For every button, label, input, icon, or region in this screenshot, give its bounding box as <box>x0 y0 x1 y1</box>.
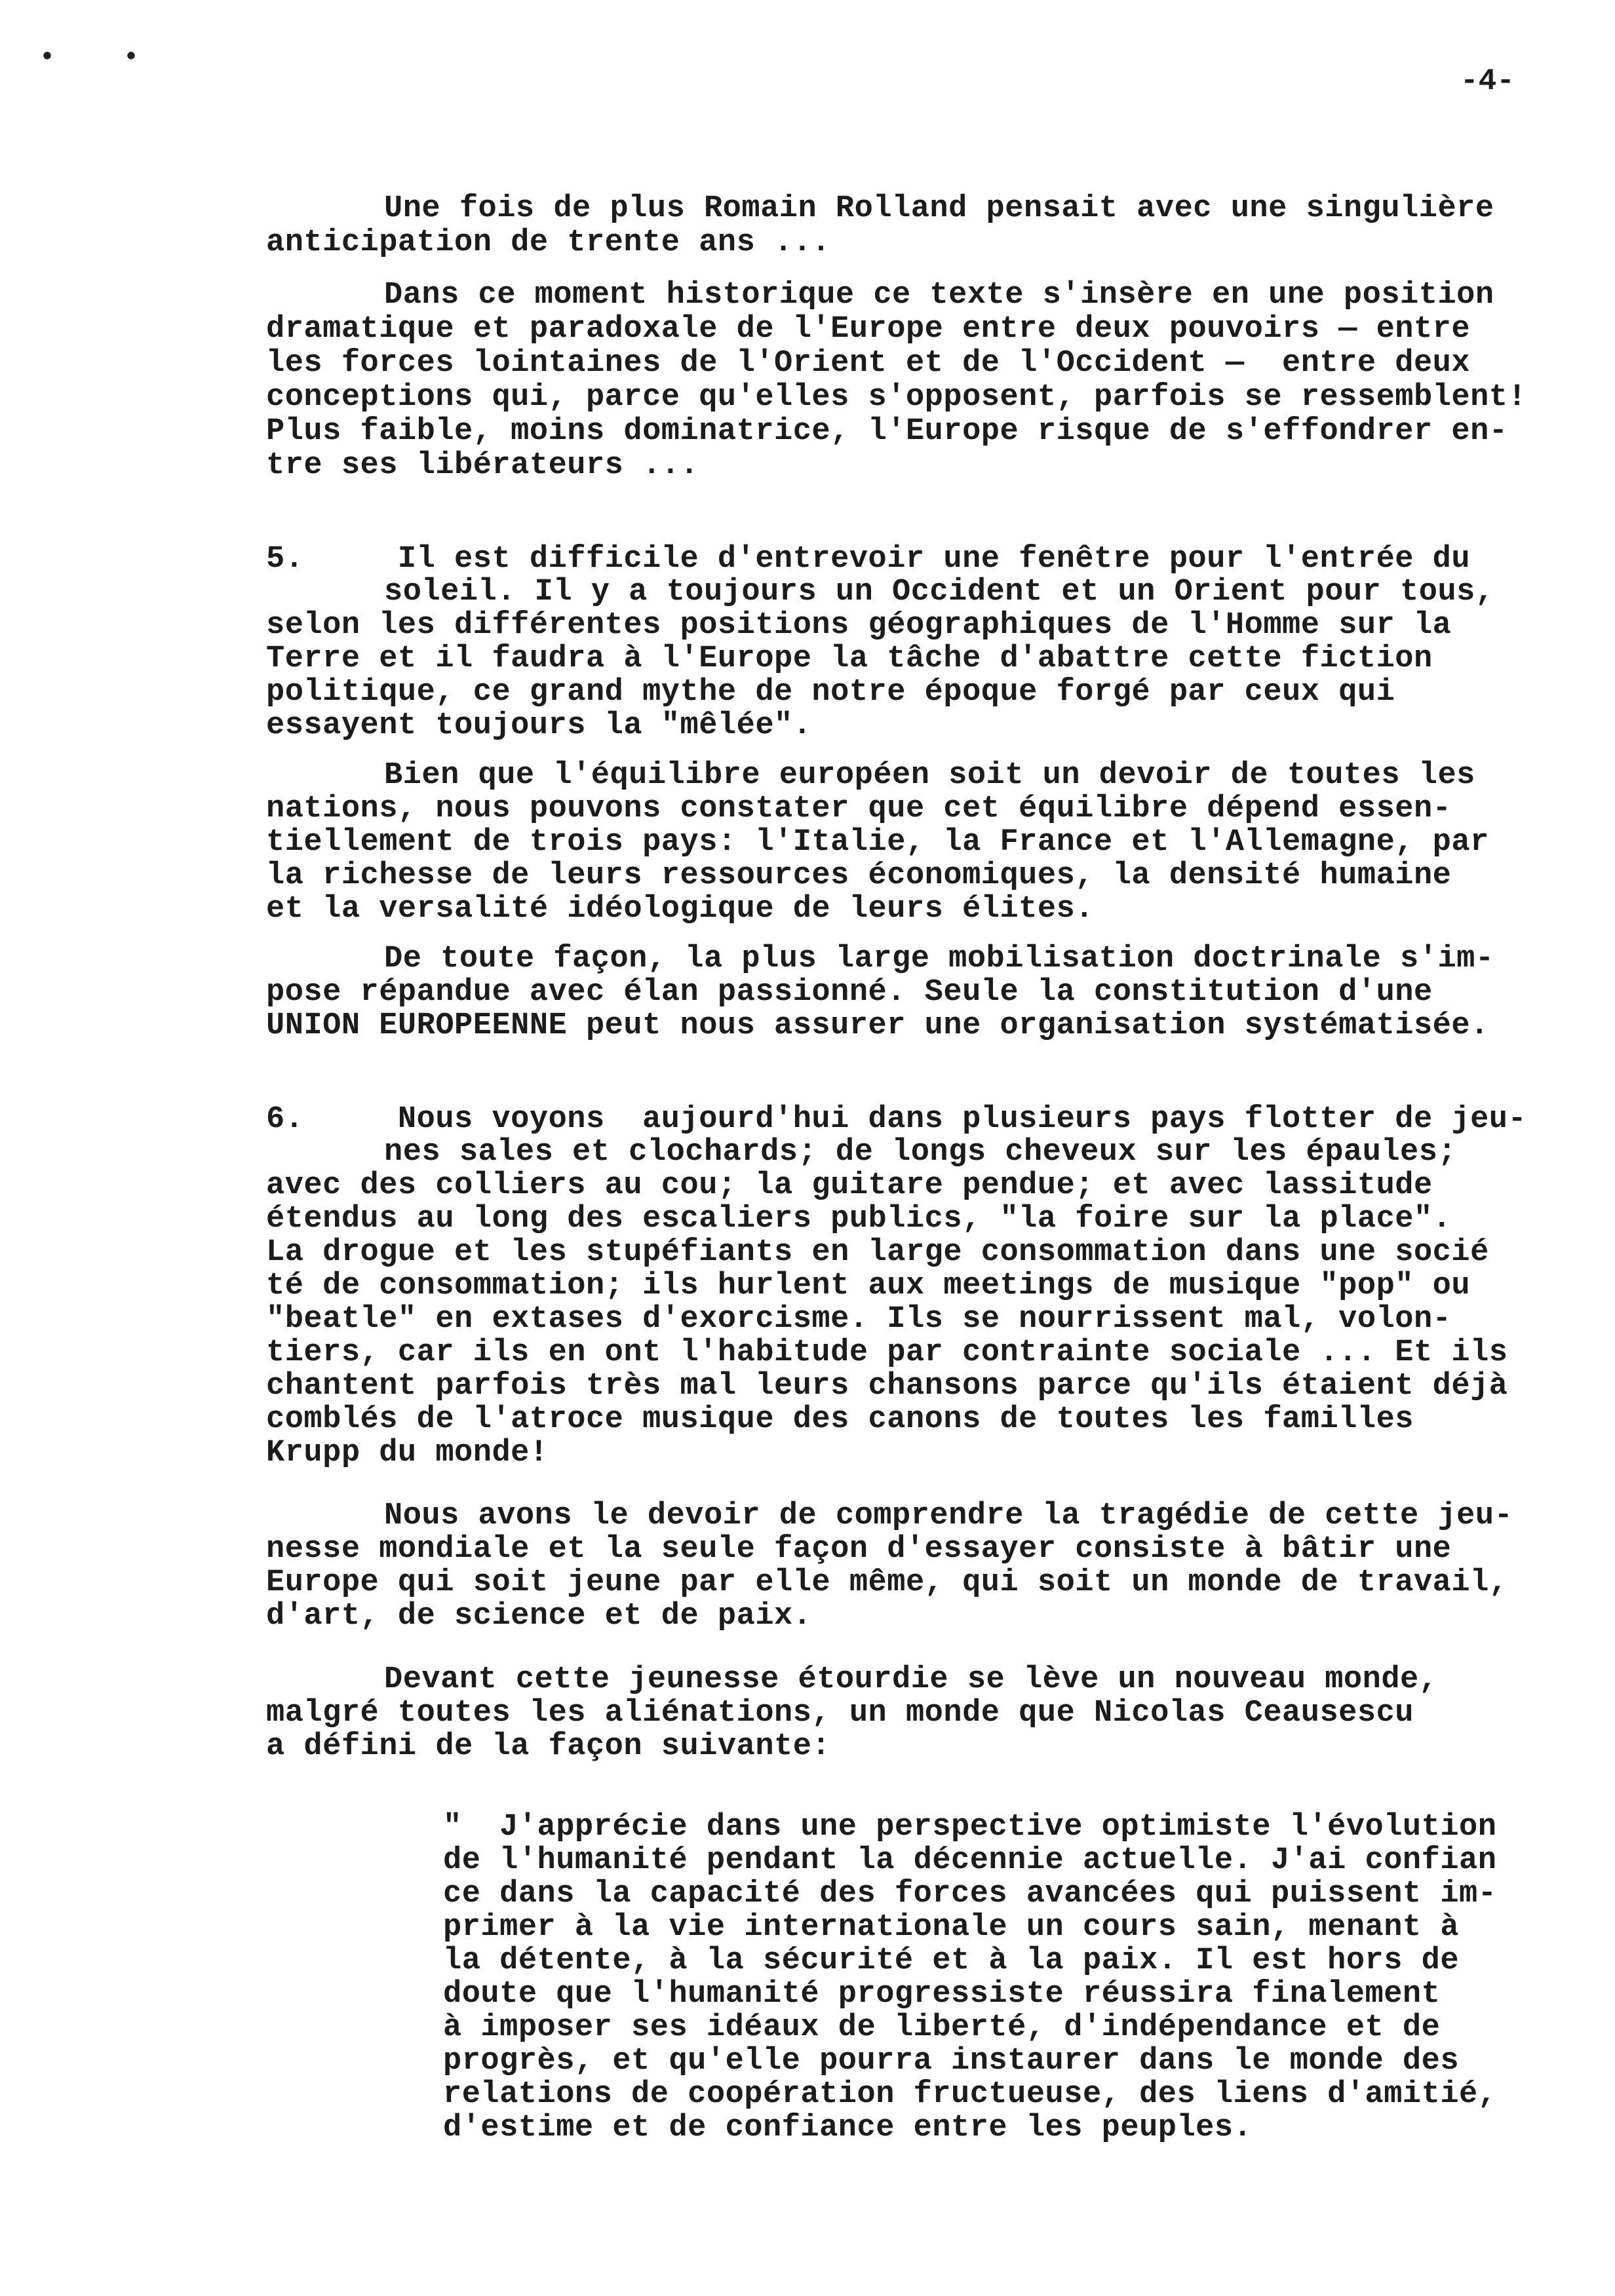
page-specks: • • <box>39 43 166 73</box>
text-line: et la versalité idéologique de leurs élites. <box>266 892 1095 927</box>
text-line: Une fois de plus Romain Rolland pensait avec une singulière <box>384 191 1494 226</box>
page-number: -4- <box>1460 64 1515 98</box>
text-line: Nous avons le devoir de comprendre la tragédie de cette jeu- <box>384 1499 1513 1533</box>
text-line: étendus au long des escaliers publics, "la foire sur la place". <box>266 1202 1452 1236</box>
text-line: de l'humanité pendant la décennie actuelle. J'ai confian <box>443 1843 1497 1878</box>
text-line: anticipation de trente ans ... <box>266 225 831 260</box>
text-line: Krupp du monde! <box>266 1436 549 1470</box>
text-line: soleil. Il y a toujours un Occident et un Orient pour tous, <box>384 575 1494 609</box>
text-line: Europe qui soit jeune par elle même, qui soit un monde de travail, <box>266 1565 1508 1600</box>
text-line: " J'apprécie dans une perspective optimiste l'évolution <box>443 1810 1497 1845</box>
text-line: nations, nous pouvons constater que cet équilibre dépend essen- <box>266 792 1452 826</box>
text-line: comblés de l'atroce musique des canons de toutes les familles <box>266 1402 1414 1437</box>
text-line: pose répandue avec élan passionné. Seule la constitution d'une <box>266 975 1433 1010</box>
text-line: 6. Nous voyons aujourd'hui dans plusieurs pays flotter de jeu- <box>266 1102 1527 1137</box>
text-line: nesse mondiale et la seule façon d'essayer consiste à bâtir une <box>266 1532 1452 1567</box>
text-line: tiellement de trois pays: l'Italie, la France et l'Allemagne, par <box>266 825 1489 860</box>
text-line: nes sales et clochards; de longs cheveux sur les épaules; <box>384 1135 1457 1170</box>
text-line: Terre et il faudra à l'Europe la tâche d'abattre cette fiction <box>266 641 1433 676</box>
text-line: la détente, à la sécurité et à la paix. Il est hors de <box>443 1943 1460 1978</box>
text-line: d'estime et de confiance entre les peuples. <box>443 2111 1253 2145</box>
text-line: conceptions qui, parce qu'elles s'opposent, parfois se ressemblent! <box>266 380 1527 415</box>
text-line: dramatique et paradoxale de l'Europe entre deux pouvoirs — entre <box>266 312 1471 347</box>
text-line: Devant cette jeunesse étourdie se lève un nouveau monde, <box>384 1662 1438 1697</box>
text-line: politique, ce grand mythe de notre époque forgé par ceux qui <box>266 675 1395 710</box>
text-line: selon les différentes positions géographiques de l'Homme sur la <box>266 608 1452 643</box>
text-line: essayent toujours la "mêlée". <box>266 708 812 743</box>
text-line: progrès, et qu'elle pourra instaurer dans le monde des <box>443 2044 1460 2078</box>
text-line: De toute façon, la plus large mobilisation doctrinale s'im- <box>384 942 1494 976</box>
text-line: 5. Il est difficile d'entrevoir une fenêtre pour l'entrée du <box>266 542 1471 577</box>
text-line: à imposer ses idéaux de liberté, d'indépendance et de <box>443 2010 1441 2045</box>
text-line: a défini de la façon suivante: <box>266 1729 831 1764</box>
text-line: Bien que l'équilibre européen soit un devoir de toutes les <box>384 758 1475 793</box>
text-line: UNION EUROPEENNE peut nous assurer une organisation systématisée. <box>266 1008 1489 1043</box>
text-line: les forces lointaines de l'Orient et de l'Occident — entre deux <box>266 346 1471 381</box>
text-line: chantent parfois très mal leurs chansons parce qu'ils étaient déjà <box>266 1369 1508 1404</box>
text-line: La drogue et les stupéfiants en large consommation dans une socié <box>266 1235 1489 1270</box>
text-line: tre ses libérateurs ... <box>266 448 699 483</box>
text-line: té de consommation; ils hurlent aux meetings de musique "pop" ou <box>266 1269 1471 1303</box>
text-line: avec des colliers au cou; la guitare pendue; et avec lassitude <box>266 1168 1433 1203</box>
text-line: malgré toutes les aliénations, un monde que Nicolas Ceausescu <box>266 1696 1414 1731</box>
text-line: primer à la vie internationale un cours sain, menant à <box>443 1910 1460 1945</box>
text-line: tiers, car ils en ont l'habitude par contrainte sociale ... Et ils <box>266 1335 1508 1370</box>
text-line: Plus faible, moins dominatrice, l'Europe risque de s'effondrer en- <box>266 414 1508 449</box>
text-line: d'art, de science et de paix. <box>266 1599 812 1634</box>
text-line: doute que l'humanité progressiste réussira finalement <box>443 1977 1441 2012</box>
text-line: relations de coopération fructueuse, des liens d'amitié, <box>443 2077 1497 2112</box>
text-line: "beatle" en extases d'exorcisme. Ils se nourrissent mal, volon- <box>266 1302 1452 1337</box>
text-line: Dans ce moment historique ce texte s'insère en une position <box>384 278 1494 313</box>
text-line: ce dans la capacité des forces avancées qui puissent im- <box>443 1877 1497 1911</box>
text-line: la richesse de leurs ressources économiques, la densité humaine <box>266 858 1452 893</box>
